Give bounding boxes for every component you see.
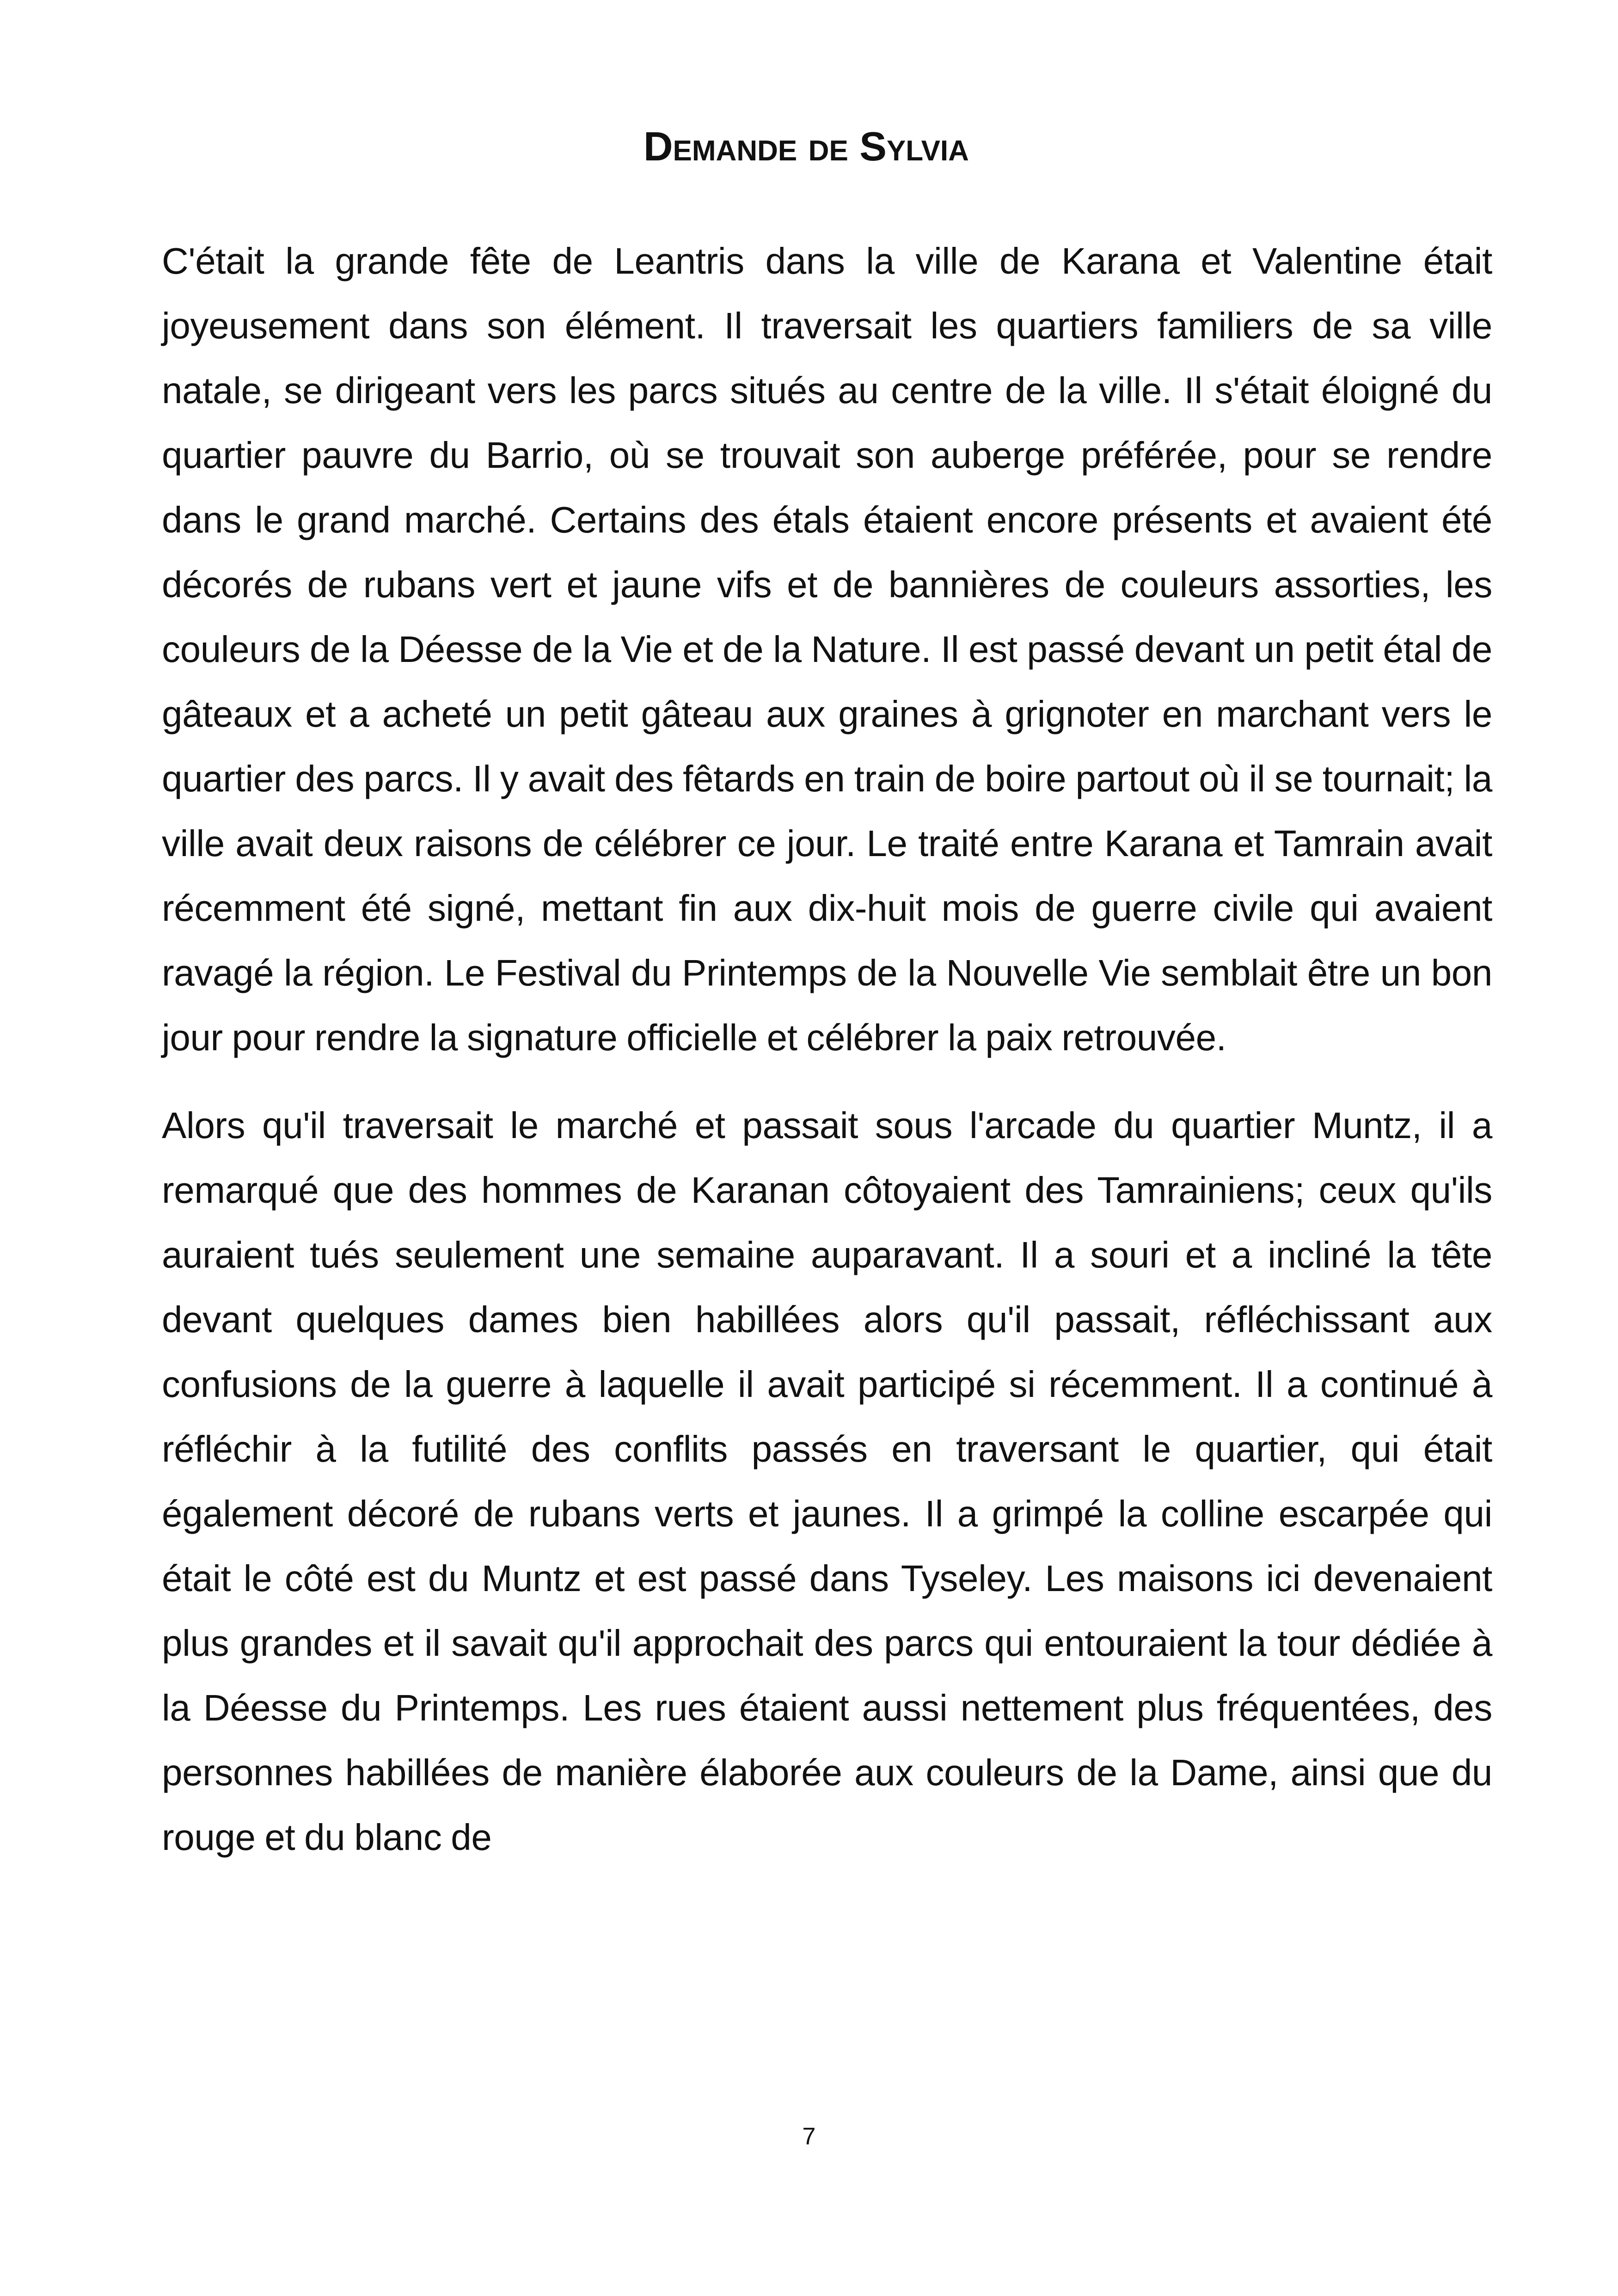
chapter-title: Demande de Sylvia [644, 123, 969, 169]
paragraph-1: C'était la grande fête de Leantris dans la ville de Karana et Valentine était joyeusement dans son élément. Il traversait les quartiers familiers de sa ville natale, se dirigeant vers les parcs situés au centre de la ville. Il s'était éloigné du quartier pauvre du Barrio, où se trouvait son auberge préférée, pour se rendre dans le grand marché. Certains des étals étaient encore présents et avaient été décorés de rubans vert et jaune vifs et de bannières de couleurs assorties, les couleurs de la Déesse de la Vie et de la Nature. Il est passé devant un petit étal de gâteaux et a acheté un petit gâteau aux graines à grignoter en marchant vers le quartier des parcs. Il y avait des fêtards en train de boire partout où il se tournait; la ville avait deux raisons de célébrer ce jour. Le traité entre Karana et Tamrain avait récemment été signé, mettant fin aux dix-huit mois de guerre civile qui avaient ravagé la région. Le Festival du Printemps de la Nouvelle Vie semblait être un bon jour pour rendre la signature officielle et célébrer la paix retrouvée. [162, 240, 1492, 1058]
paragraph-2: Alors qu'il traversait le marché et passait sous l'arcade du quartier Muntz, il a remarqué que des hommes de Karanan côtoyaient des Tamrainiens; ceux qu'ils auraient tués seulement une semaine auparavant. Il a souri et a incliné la tête devant quelques dames bien habillées alors qu'il passait, réfléchissant aux confusions de la guerre à laquelle il avait participé si récemment. Il a continué à réfléchir à la futilité des conflits passés en traversant le quartier, qui était également décoré de rubans verts et jaunes. Il a grimpé la colline escarpée qui était le côté est du Muntz et est passé dans Tyseley. Les maisons ici devenaient plus grandes et il savait qu'il approchait des parcs qui entouraient la tour dédiée à la Déesse du Printemps. Les rues étaient aussi nettement plus fréquentées, des personnes habillées de manière élaborée aux couleurs de la Dame, ainsi que du rouge et du blanc de [162, 1105, 1492, 1858]
page-number: 7 [802, 2123, 816, 2150]
chapter-body [162, 229, 1492, 1870]
